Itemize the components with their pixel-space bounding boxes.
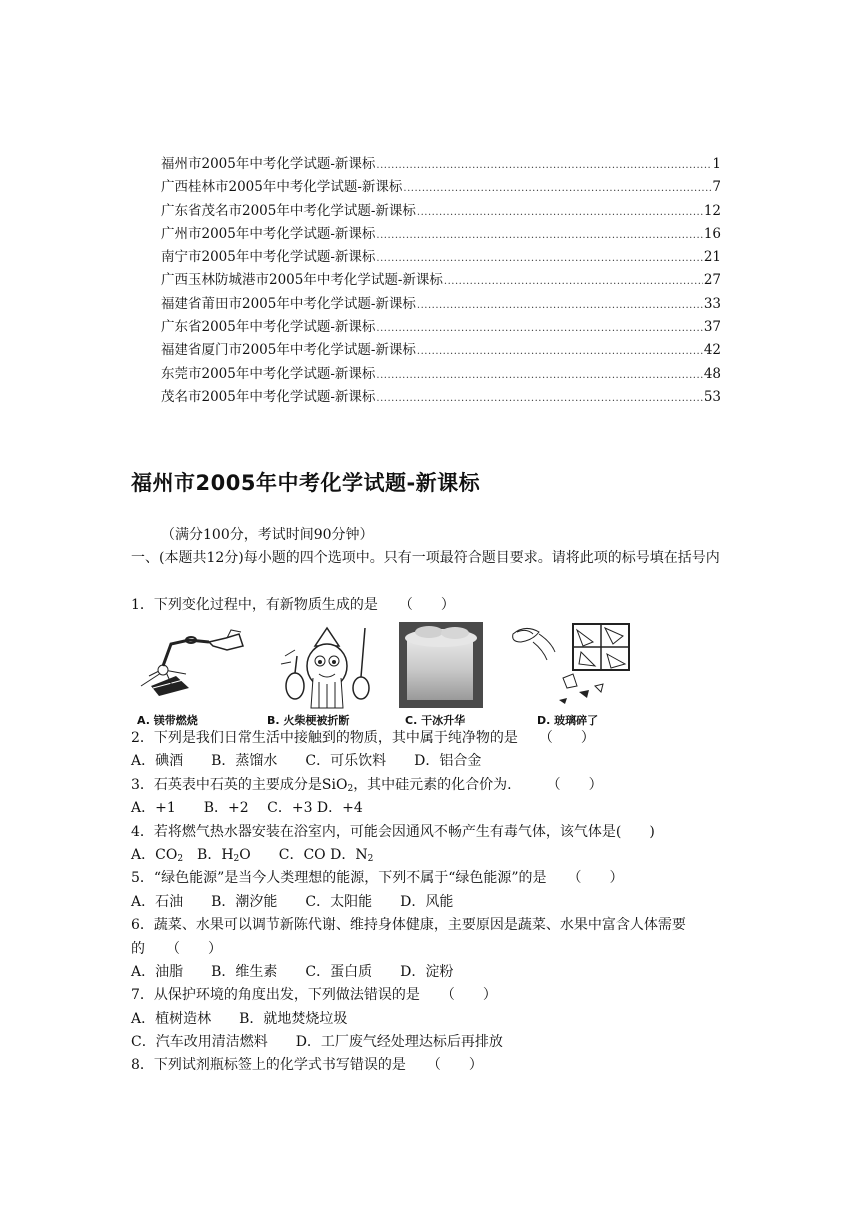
match-breaking-icon: [265, 616, 389, 711]
toc-entry-page: 37: [703, 319, 721, 336]
toc-entry-title: 福建省莆田市2005年中考化学试题-新课标: [161, 295, 416, 312]
question-2: 2．下列是我们日常生活中接触到的物质，其中属于纯净物的是 （ ）: [131, 730, 595, 746]
toc-entry-title: 广西桂林市2005年中考化学试题-新课标: [161, 179, 403, 196]
toc-leader: [376, 323, 702, 334]
toc-entry-page: 42: [703, 342, 721, 359]
caption-c: C. 干冰升华: [405, 714, 466, 727]
toc-entry[interactable]: [161, 245, 721, 268]
question-3-text: 3．石英表中石英的主要成分是SiO: [131, 776, 348, 793]
figure-b: [265, 616, 389, 728]
question-2-options: A．碘酒 B．蒸馏水 C．可乐饮料 D．铝合金: [131, 753, 482, 770]
question-1-figures: [131, 616, 641, 728]
question-8: 8．下列试剂瓶标签上的化学式书写错误的是 （ ）: [131, 1057, 483, 1074]
toc-entry-page: 27: [703, 272, 721, 289]
question-4: 4．若将燃气热水器安装在浴室内，可能会因通风不畅产生有毒气体，该气体是( ): [131, 823, 655, 840]
toc-entry-title: 东莞市2005年中考化学试题-新课标: [161, 365, 376, 382]
toc-entry-title: 广东省茂名市2005年中考化学试题-新课标: [161, 202, 416, 219]
toc-leader: [376, 253, 702, 264]
option-b: B．H: [183, 846, 234, 863]
question-4-options: A．$CO_2$ B．$H_2O$ C．CO D．$N_2$: [131, 846, 374, 864]
question-3-options: A．+1 B．+2 C．+3 D．+4: [131, 800, 363, 817]
toc-entry-page: 7: [712, 179, 721, 196]
figure-d: [503, 616, 641, 728]
question-3: 3．石英表中石英的主要成分是SiO$_2$，其中硅元素的化合价为. （ ）: [131, 776, 603, 794]
question-5-options: A．石油 B．潮汐能 C．太阳能 D．风能: [131, 893, 454, 910]
toc-entry-title: 南宁市2005年中考化学试题-新课标: [161, 249, 376, 266]
section-instructions: 一、(本题共12分)每小题的四个选项中。只有一项最符合题目要求。请将此项的标号填在括号内: [131, 550, 720, 567]
toc-entry[interactable]: [161, 315, 721, 338]
toc-leader: [417, 207, 703, 218]
exam-info: （满分100分，考试时间90分钟）: [161, 527, 374, 543]
broken-glass-icon: [503, 616, 641, 711]
toc-entry-title: 福建省厦门市2005年中考化学试题-新课标: [161, 342, 416, 359]
question-7-options-2: C．汽车改用清洁燃料 D．工厂废气经处理达标后再排放: [131, 1034, 503, 1051]
dry-ice-icon: [399, 616, 483, 711]
figure-a: [131, 616, 251, 728]
toc-entry-title: 茂名市2005年中考化学试题-新课标: [161, 388, 376, 405]
question-5: 5．“绿色能源”是当今人类理想的能源，下列不属于“绿色能源”的是 （ ）: [131, 870, 624, 887]
toc-entry[interactable]: [161, 199, 721, 222]
toc-entry-page: 53: [703, 388, 721, 405]
caption-b: B. 火柴梗被折断: [267, 714, 350, 727]
toc-entry[interactable]: [161, 268, 721, 291]
toc-entry[interactable]: [161, 362, 721, 385]
toc-entry[interactable]: [161, 175, 721, 198]
toc-entry[interactable]: [161, 292, 721, 315]
toc-entry[interactable]: [161, 338, 721, 361]
toc-entry-title: 广西玉林防城港市2005年中考化学试题-新课标: [161, 272, 443, 289]
caption-a: A. 镁带燃烧: [137, 714, 198, 727]
toc-leader: [403, 183, 711, 194]
toc-entry[interactable]: [161, 222, 721, 245]
exam-intro: [131, 524, 736, 618]
toc-leader: [376, 393, 702, 404]
toc-leader: [376, 230, 702, 241]
questions: [131, 727, 736, 1078]
toc-entry-title: 广东省2005年中考化学试题-新课标: [161, 319, 376, 336]
toc-entry-title: 广州市2005年中考化学试题-新课标: [161, 225, 376, 242]
toc-leader: [417, 346, 703, 357]
toc-entry-page: 16: [703, 225, 721, 242]
toc-leader: [417, 300, 703, 311]
magnesium-burning-icon: [131, 616, 251, 711]
question-6-cont: 的 （ ）: [131, 940, 222, 957]
toc-leader: [376, 370, 702, 381]
toc-entry-page: 12: [703, 202, 721, 219]
toc-leader: [444, 276, 703, 287]
question-1: 1．下列变化过程中，有新物质生成的是 （ ）: [131, 597, 455, 614]
toc-entry-page: 33: [703, 295, 721, 312]
table-of-contents: [161, 152, 721, 408]
toc-entry[interactable]: [161, 385, 721, 408]
question-6: 6．蔬菜、水果可以调节新陈代谢、维持身体健康，主要原因是蔬菜、水果中富含人体需要: [131, 917, 686, 934]
toc-entry-page: 1: [712, 156, 721, 172]
toc-entry[interactable]: [161, 152, 721, 175]
option-a: A．CO: [131, 846, 178, 863]
figure-c: [399, 616, 483, 728]
toc-entry-page: 21: [703, 249, 721, 266]
toc-entry-title: 福州市2005年中考化学试题-新课标: [161, 156, 376, 172]
caption-d: D. 玻璃碎了: [537, 714, 599, 727]
question-3-text-end: ，其中硅元素的化合价为. （ ）: [353, 776, 603, 793]
question-7-options-1: A．植树造林 B．就地焚烧垃圾: [131, 1010, 348, 1027]
page-title: 福州市2005年中考化学试题-新课标: [131, 471, 481, 495]
toc-entry-page: 48: [703, 365, 721, 382]
toc-leader: [376, 160, 711, 171]
question-6-options: A．油脂 B．维生素 C．蛋白质 D．淀粉: [131, 963, 454, 980]
option-c-d: O C．CO D．N: [239, 846, 368, 863]
question-7: 7．从保护环境的角度出发，下列做法错误的是 （ ）: [131, 987, 497, 1004]
